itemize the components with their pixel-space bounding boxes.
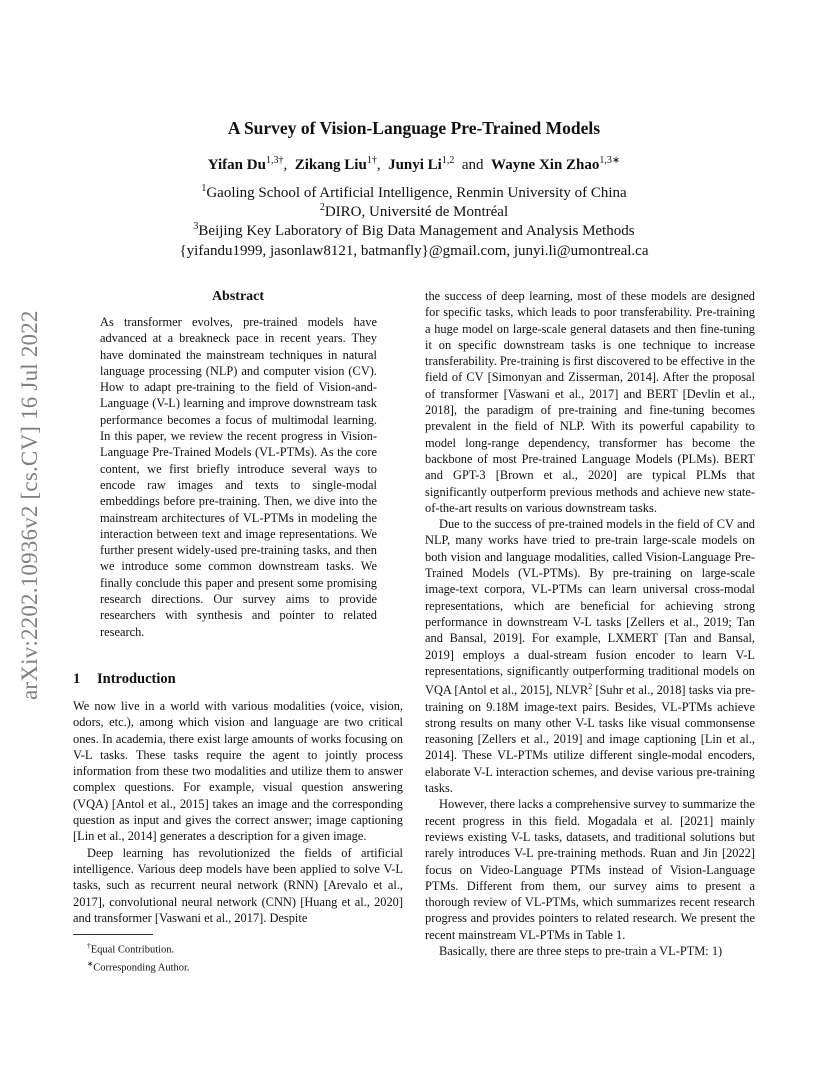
affiliation-text: Gaoling School of Artificial Intelligence, Renmin University of China: [206, 185, 627, 201]
abstract-heading: Abstract: [211, 289, 265, 304]
affiliation-text: Beijing Key Laboratory of Big Data Management and Analysis Methods: [198, 223, 635, 239]
affiliation: [0, 221, 828, 240]
author-separator: ,: [283, 157, 288, 173]
footnote: [73, 939, 403, 957]
affiliation-mark: 3: [193, 221, 199, 232]
superscript: 2: [588, 682, 593, 692]
footnote-text: Equal Contribution.: [90, 944, 175, 956]
author-emails: {yifandu1999, jasonlaw8121, batmanfly}@gmail.com, junyi.li@umontreal.ca: [179, 243, 649, 259]
body-paragraph: the success of deep learning, most of these models are designed for specific tasks, which leads to poor transferability. Pre-training a huge model on large-scale general datasets and then fine-tuning it on specific downstream tasks is one technique to increase transferability. Pre-training is first discovered to be effective in the field of CV [Simonyan and Zisserman, 2014]. After the proposal of transformer [Vaswani et al., 2017] and BERT [Devlin et al., 2018], the paradigm of pre-training and fine-tuning becomes prevalent in the field of NLP. With its powerful capability to model long-range dependency, transformer has become the backbone of most Pre-trained Language Models (PLMs). BERT and GPT-3 [Brown et al., 2020] are typical PLMs that significantly outperform previous methods and achieve new state-of-the-art results on various downstream tasks.: [425, 289, 755, 515]
paper-title: A Survey of Vision-Language Pre-Trained Models: [227, 118, 601, 138]
left-column: [73, 288, 403, 974]
author-name: Wayne Xin Zhao: [491, 157, 600, 173]
affiliation-text: DIRO, Université de Montréal: [324, 204, 509, 220]
author-name: Zikang Liu: [294, 157, 367, 173]
right-column: [425, 288, 755, 959]
author-and: and: [461, 157, 484, 173]
affiliation-mark: 2: [319, 202, 325, 213]
author-separator: ,: [376, 157, 381, 173]
author-affil-mark: 1,3†: [265, 155, 284, 166]
section-heading-introduction: [73, 670, 403, 688]
affiliation: [0, 183, 828, 202]
arxiv-stamp: [17, 280, 59, 700]
body-paragraph: Basically, there are three steps to pre-train a VL-PTM: 1): [439, 944, 723, 958]
author-affil-mark: 1,2: [441, 155, 455, 166]
affiliation-mark: 1: [201, 183, 207, 194]
abstract-text: As transformer evolves, pre-trained models have advanced at a breakneck pace in recent years. They have dominated the mainstream techniques in natural language processing (NLP) and computer vision (CV). How to adapt pre-training to the field of Vision-and-Language (V-L) learning and improve downstream task performance becomes a focus of multimodal learning. In this paper, we review the recent progress in Vision-Language Pre-Trained Models (VL-PTMs). As the core content, we first briefly introduce several ways to encode raw images and texts to single-modal embeddings before pre-training. Then, we dive into the mainstream architectures of VL-PTMs in modeling the interaction between text and image representations. We further present widely-used pre-training tasks, and then we introduce some common downstream tasks. We finally conclude this paper and present some promising research directions. Our survey aims to provide researchers with synthesis and pointer to related research.: [100, 315, 377, 639]
section-number: 1: [73, 670, 81, 687]
body-text: Due to the success of pre-trained models in the field of CV and NLP, many works have tried to pre-train large-scale models on both vision and language modalities, called Vision-Language Pre-Trained Models (VL-PTMs). By pre-training on large-scale image-text corpora, VL-PTMs can learn universal cross-modal representations, which are beneficial for achieving strong performance in downstream V-L tasks [Zellers et al., 2019; Tan and Bansal, 2019]. For example, LXMERT [Tan and Bansal, 2019] employs a dual-stream fusion encoder to learn V-L representations, significantly outperforming traditional models on VQA [Antol et al., 2015], NLVR: [425, 517, 755, 698]
arxiv-stamp-text: arXiv:2202.10936v2 [cs.CV] 16 Jul 2022: [17, 310, 42, 700]
author-list: [0, 155, 828, 174]
footnote: [73, 957, 403, 975]
author-affil-mark: 1,3∗: [599, 155, 621, 166]
footnote-mark: †: [87, 941, 91, 951]
section-title: Introduction: [97, 670, 176, 687]
intro-paragraph: We now live in a world with various modalities (voice, vision, odors, etc.), among which vision and language are two critical ones. In academia, there exist large amounts of works focusing on V-L tasks. These tasks require the agent to jointly process information from these two modalities and utilize them to answer complex questions. For example, visual question answering (VQA) [Antol et al., 2015] takes an image and the corresponding question as input and gives the correct answer; image captioning [Lin et al., 2014] generates a description for a given image.: [73, 698, 403, 844]
author-name: Junyi Li: [388, 157, 442, 173]
body-paragraph: [425, 516, 755, 796]
intro-paragraph: Deep learning has revolutionized the fields of artificial intelligence. Various deep models have been applied to solve V-L tasks, such as recurrent neural network (RNN) [Arevalo et al., 2017], convolutional neural network (CNN) [Huang et al., 2020] and transformer [Vaswani et al., 2017]. Despite: [73, 845, 403, 925]
body-text: [Suhr et al., 2018] tasks via pre-training on 9.18M image-text pairs. Besides, VL-PTMs achieve strong results on many other V-L tasks like visual commonsense reasoning [Zellers et al., 2019] and image captioning [Lin et al., 2014]. These VL-PTMs utilize different single-modal encoders, elaborate V-L interaction schemes, and devise various pre-training tasks.: [425, 683, 755, 796]
footnote-text: Corresponding Author.: [93, 962, 190, 974]
affiliation: [0, 202, 828, 221]
footnote-mark: ∗: [87, 958, 94, 968]
body-paragraph: However, there lacks a comprehensive survey to summarize the recent progress in this field. Mogadala et al. [2021] mainly reviews existing V-L tasks, datasets, and traditional solutions but rarely introduces V-L pre-training methods. Ruan and Jin [2022] focus on Video-Language PTMs instead of Vision-Language PTMs. Different from them, our survey aims to present a thorough review of VL-PTMs, which summarizes recent research progress and provides pointers to related research. We present the recent mainstream VL-PTMs in Table 1.: [425, 797, 755, 942]
author-affil-mark: 1†: [366, 155, 377, 166]
author-name: Yifan Du: [207, 157, 266, 173]
footnote-divider: [73, 934, 153, 935]
